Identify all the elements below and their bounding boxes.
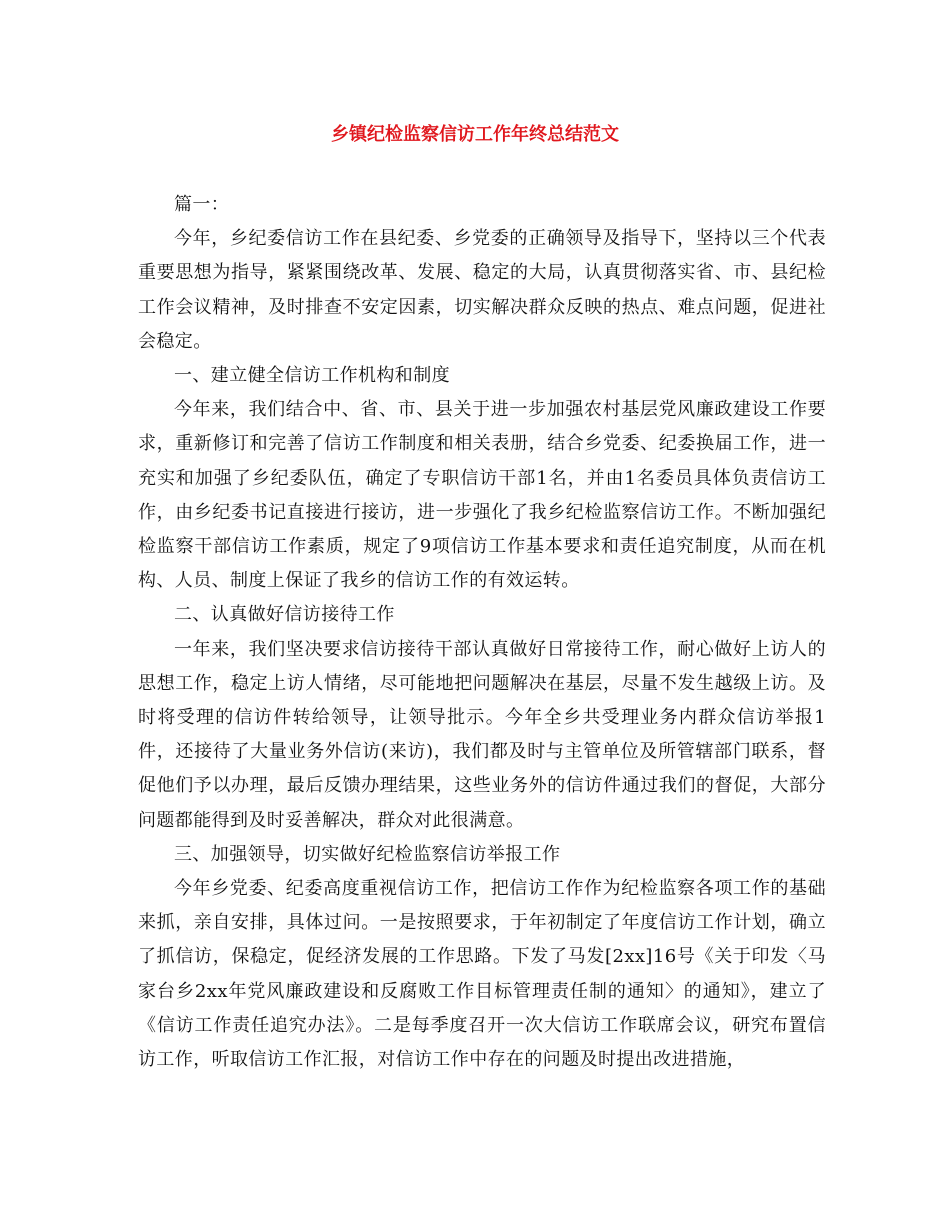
- paragraph-section-1: 今年来，我们结合中、省、市、县关于进一步加强农村基层党风廉政建设工作要求，重新修订和完善了信访工作制度和相关表册，结合乡党委、纪委换届工作，进一充实和加强了乡纪委队伍，确定了专职信访干部1名，并由1名委员具体负责信访工作，由乡纪委书记直接进行接访，进一步强化了我乡纪检监察信访工作。不断加强纪检监察干部信访工作素质，规定了9项信访工作基本要求和责任追究制度，从而在机构、人员、制度上保证了我乡的信访工作的有效运转。: [138, 399, 826, 592]
- paragraph-section-label: 篇一：: [174, 194, 230, 215]
- heading-section-2: 二、认真做好信访接待工作: [174, 604, 395, 626]
- document-title: 乡镇纪检监察信访工作年终总结范文: [331, 124, 619, 145]
- heading-section-3: 三、加强领导，切实做好纪检监察信访举报工作: [174, 843, 561, 865]
- heading-section-1: 一、建立健全信访工作机构和制度: [174, 365, 450, 387]
- paragraph-intro: 今年，乡纪委信访工作在县纪委、乡党委的正确领导及指导下，坚持以三个代表重要思想为指导，紧紧围绕改革、发展、稳定的大局，认真贯彻落实省、市、县纪检工作会议精神，及时排查不安定因素，切实解决群众反映的热点、难点问题，促进社会稳定。: [138, 228, 826, 352]
- paragraph-section-2: 一年来，我们坚决要求信访接待干部认真做好日常接待工作，耐心做好上访人的思想工作，稳定上访人情绪，尽可能地把问题解决在基层，尽量不发生越级上访。及时将受理的信访件转给领导，让领导批示。今年全乡共受理业务内群众信访举报1件，还接待了大量业务外信访(来访)，我们都及时与主管单位及所管辖部门联系，督促他们予以办理，最后反馈办理结果，这些业务外的信访件通过我们的督促，大部分问题都能得到及时妥善解决，群众对此很满意。: [138, 638, 826, 831]
- document-body: [138, 188, 826, 1077]
- paragraph-section-3: 今年乡党委、纪委高度重视信访工作，把信访工作作为纪检监察各项工作的基础来抓，亲自安排，具体过问。一是按照要求，于年初制定了年度信访工作计划，确立了抓信访，保稳定，促经济发展的工作思路。下发了马发[2xx]16号《关于印发〈马家台乡2xx年党风廉政建设和反腐败工作目标管理责任制的通知〉的通知》，建立了《信访工作责任追究办法》。二是每季度召开一次大信访工作联席会议，研究布置信访工作，听取信访工作汇报，对信访工作中存在的问题及时提出改进措施，: [138, 878, 826, 1071]
